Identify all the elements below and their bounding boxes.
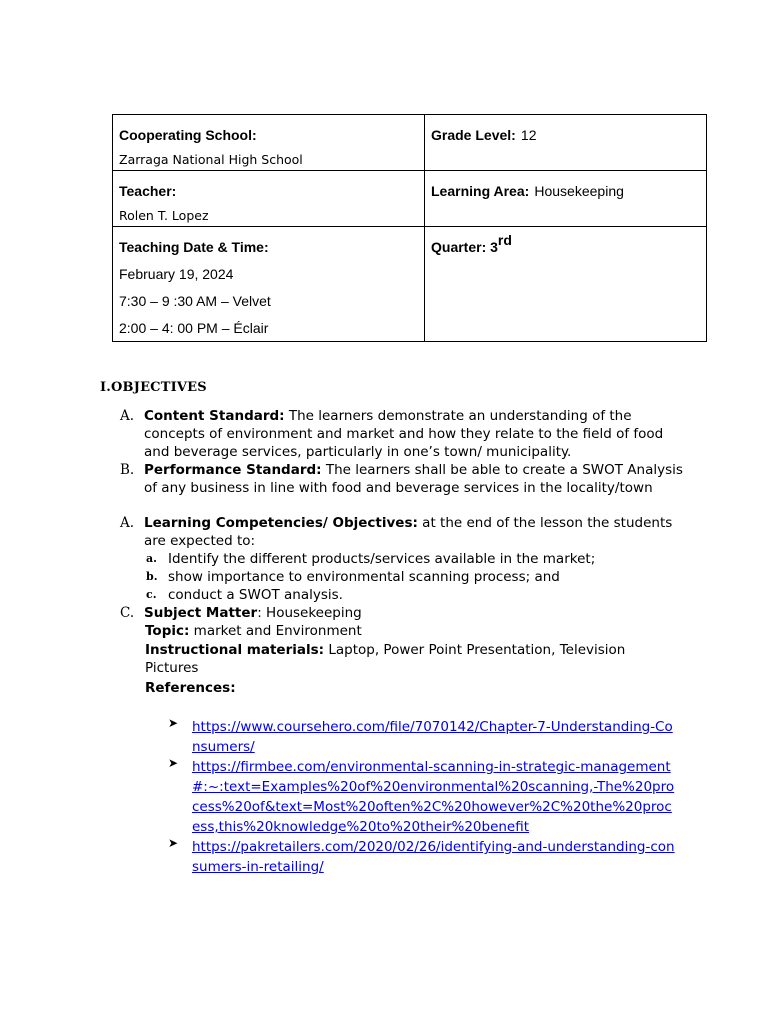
lesson-info-table (112, 114, 707, 342)
learning-competencies-text: at the end of the lesson the students are expected to: (144, 515, 673, 549)
topic-text: market and Environment (189, 623, 362, 639)
learning-area-value: Housekeeping (534, 183, 624, 199)
grade-level-label: Grade Level: (431, 127, 516, 143)
instructional-materials-line (145, 641, 645, 677)
sub-item-text: Identify the different products/services available in the market; (168, 551, 596, 567)
teacher-cell (113, 171, 425, 227)
performance-standard-label: Performance Standard: (144, 462, 322, 478)
cooperating-school-label: Cooperating School: (119, 127, 257, 143)
subject-matter-label: Subject Matter (144, 605, 258, 621)
arrow-bullet-icon: ➤ (168, 716, 179, 730)
arrow-bullet-icon: ➤ (168, 836, 179, 850)
learning-competencies-label: Learning Competencies/ Objectives: (144, 515, 418, 531)
materials-label: Instructional materials: (145, 642, 325, 658)
reference-item (168, 716, 678, 756)
content-standard-item (120, 407, 684, 461)
learning-area-cell (425, 171, 707, 227)
references-label: References: (145, 680, 236, 696)
grade-level-value: 12 (520, 127, 537, 143)
list-marker: C. (120, 605, 135, 621)
sub-item-text: show importance to environmental scanning process; and (168, 569, 560, 585)
subject-matter-text: : Housekeeping (257, 605, 362, 621)
reference-item (168, 836, 678, 876)
cooperating-school-value: Zarraga National High School (119, 152, 303, 167)
references-list (168, 716, 678, 876)
teaching-date-cell (113, 227, 425, 342)
teacher-label: Teacher: (119, 183, 177, 199)
arrow-bullet-icon: ➤ (168, 756, 179, 770)
performance-standard-item (120, 461, 684, 497)
content-standard-label: Content Standard: (144, 408, 285, 424)
teaching-time-2: 2:00 – 4: 00 PM – Éclair (119, 320, 269, 336)
learning-area-label: Learning Area: (431, 183, 530, 199)
list-marker: A. (120, 408, 135, 424)
content-standard-text: The learners demonstrate an understanding of the concepts of environment and market and how they relate to the field of food and beverage services, particularly in one’s town/ municipality. (144, 408, 664, 460)
topic-label: Topic: (145, 623, 190, 639)
teaching-date-value: February 19, 2024 (119, 266, 234, 282)
quarter-cell (425, 227, 707, 342)
quarter-superscript: rd (497, 232, 512, 248)
references-heading (145, 679, 685, 697)
sub-marker: a. (146, 552, 157, 565)
grade-level-cell (425, 115, 707, 171)
objectives-heading: I.OBJECTIVES (100, 380, 207, 395)
sub-marker: b. (146, 570, 158, 583)
objective-sub-item-b (146, 568, 688, 586)
topic-line (145, 622, 685, 640)
reference-link-coursehero[interactable]: https://www.coursehero.com/file/7070142/Chapter-7-Understanding-Consumers/ (192, 719, 673, 755)
cooperating-school-cell (113, 115, 425, 171)
quarter-label: Quarter: 3 (431, 239, 498, 255)
list-marker: B. (120, 462, 135, 478)
learning-competencies-item (120, 514, 684, 550)
performance-standard-text: The learners shall be able to create a SWOT Analysis of any business in line with food and beverage services in the locality/town (144, 462, 683, 496)
reference-item (168, 756, 678, 836)
objective-sub-item-c (146, 586, 688, 604)
teaching-time-1: 7:30 – 9 :30 AM – Velvet (119, 293, 271, 309)
reference-link-firmbee[interactable]: https://firmbee.com/environmental-scanning-in-strategic-management#:~:text=Examples%20of%20environmental%20scanning,-The%20process%20of&text=Most%20often%2C%20however%2C%20the%20process,this%20knowledge%20to%20their%20benefit (192, 759, 675, 835)
sub-marker: c. (146, 588, 157, 601)
teacher-value: Rolen T. Lopez (119, 208, 209, 223)
materials-text: Laptop, Power Point Presentation, Television Pictures (145, 642, 626, 676)
reference-link-pakretailers[interactable]: https://pakretailers.com/2020/02/26/identifying-and-understanding-consumers-in-retailing/ (192, 839, 675, 875)
list-marker: A. (120, 515, 135, 531)
sub-item-text: conduct a SWOT analysis. (168, 587, 343, 603)
teaching-date-label: Teaching Date & Time: (119, 239, 269, 255)
objective-sub-item-a (146, 550, 688, 568)
subject-matter-item (120, 604, 684, 622)
